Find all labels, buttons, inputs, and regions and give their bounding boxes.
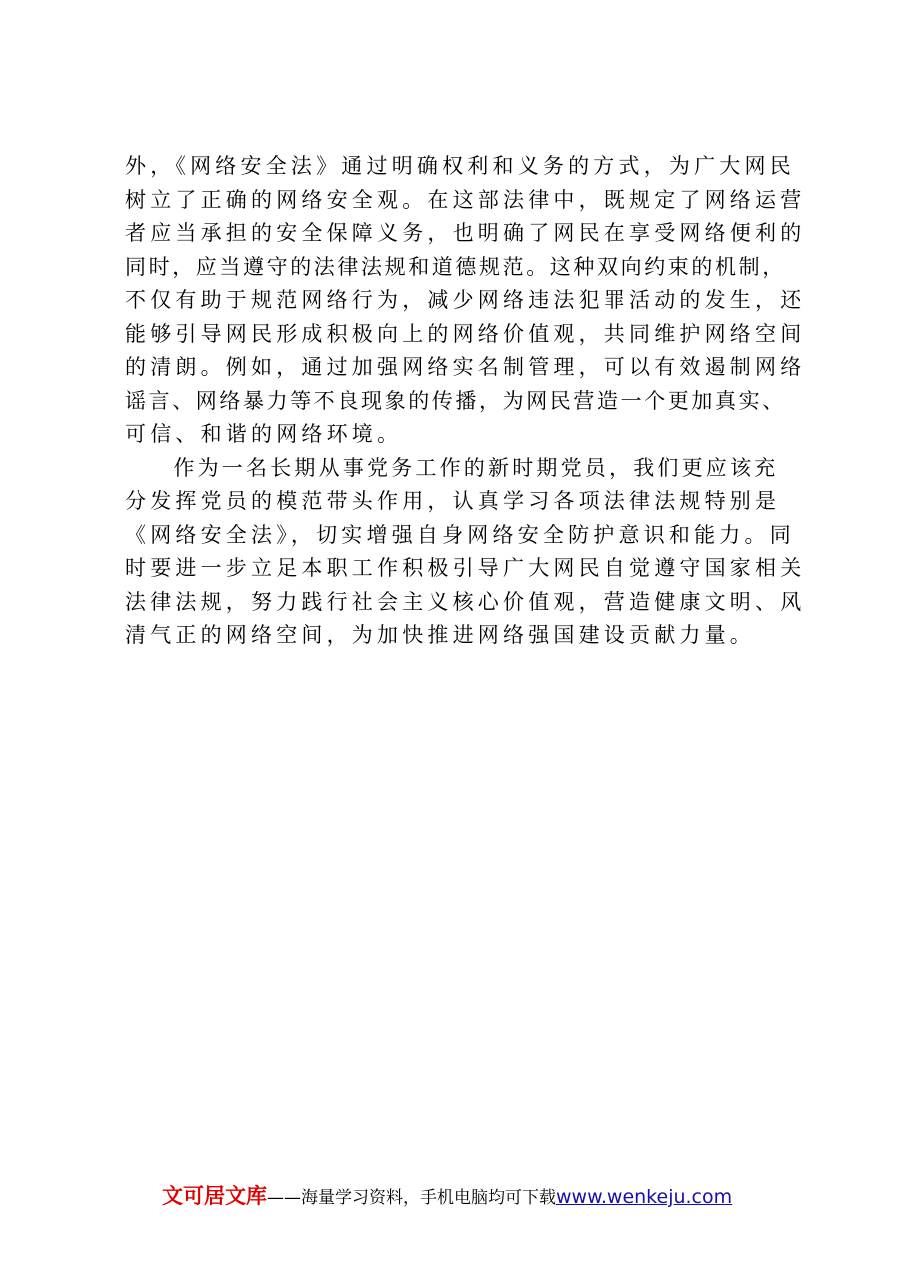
text-line: 可信、和谐的网络环境。 <box>125 422 403 446</box>
text-line: 同时，应当遵守的法律法规和道德规范。这种双向约束的机制， <box>125 254 786 279</box>
text-line: 的清朗。例如，通过加强网络实名制管理，可以有效遏制网络 <box>125 355 806 379</box>
text-line: 作为一名长期从事党务工作的新时期党员，我们更应该充 <box>125 455 779 480</box>
footer-banner <box>162 1182 732 1210</box>
text-line: 能够引导网民形成积极向上的网络价值观，共同维护网络空间 <box>125 321 806 346</box>
brand-name: 文可居文库 <box>162 1184 267 1208</box>
text-line: 不仅有助于规范网络行为，减少网络违法犯罪活动的发生，还 <box>125 288 806 312</box>
text-line: 树立了正确的网络安全观。在这部法律中，既规定了网络运营 <box>125 187 806 212</box>
text-line: 清气正的网络空间，为加快推进网络强国建设贡献力量。 <box>125 623 755 647</box>
footer-tagline: ——海量学习资料，手机电脑均可下载 <box>267 1188 556 1208</box>
text-line: 时要进一步立足本职工作积极引导广大网民自觉遵守国家相关 <box>125 556 806 580</box>
document-body <box>125 150 815 653</box>
text-line: 谣言、网络暴力等不良现象的传播，为网民营造一个更加真实、 <box>125 388 786 413</box>
website-link[interactable]: www.wenkeju.com <box>556 1186 733 1208</box>
text-line: 《网络安全法》，切实增强自身网络安全防护意识和能力。同 <box>125 522 795 547</box>
text-line: 分发挥党员的模范带头作用，认真学习各项法律法规特别是 <box>125 489 781 513</box>
text-line: 外，《网络安全法》通过明确权利和义务的方式，为广大网民 <box>125 154 795 178</box>
text-line: 法律法规，努力践行社会主义核心价值观，营造健康文明、风 <box>125 589 806 614</box>
text-line: 者应当承担的安全保障义务，也明确了网民在享受网络便利的 <box>125 221 806 245</box>
